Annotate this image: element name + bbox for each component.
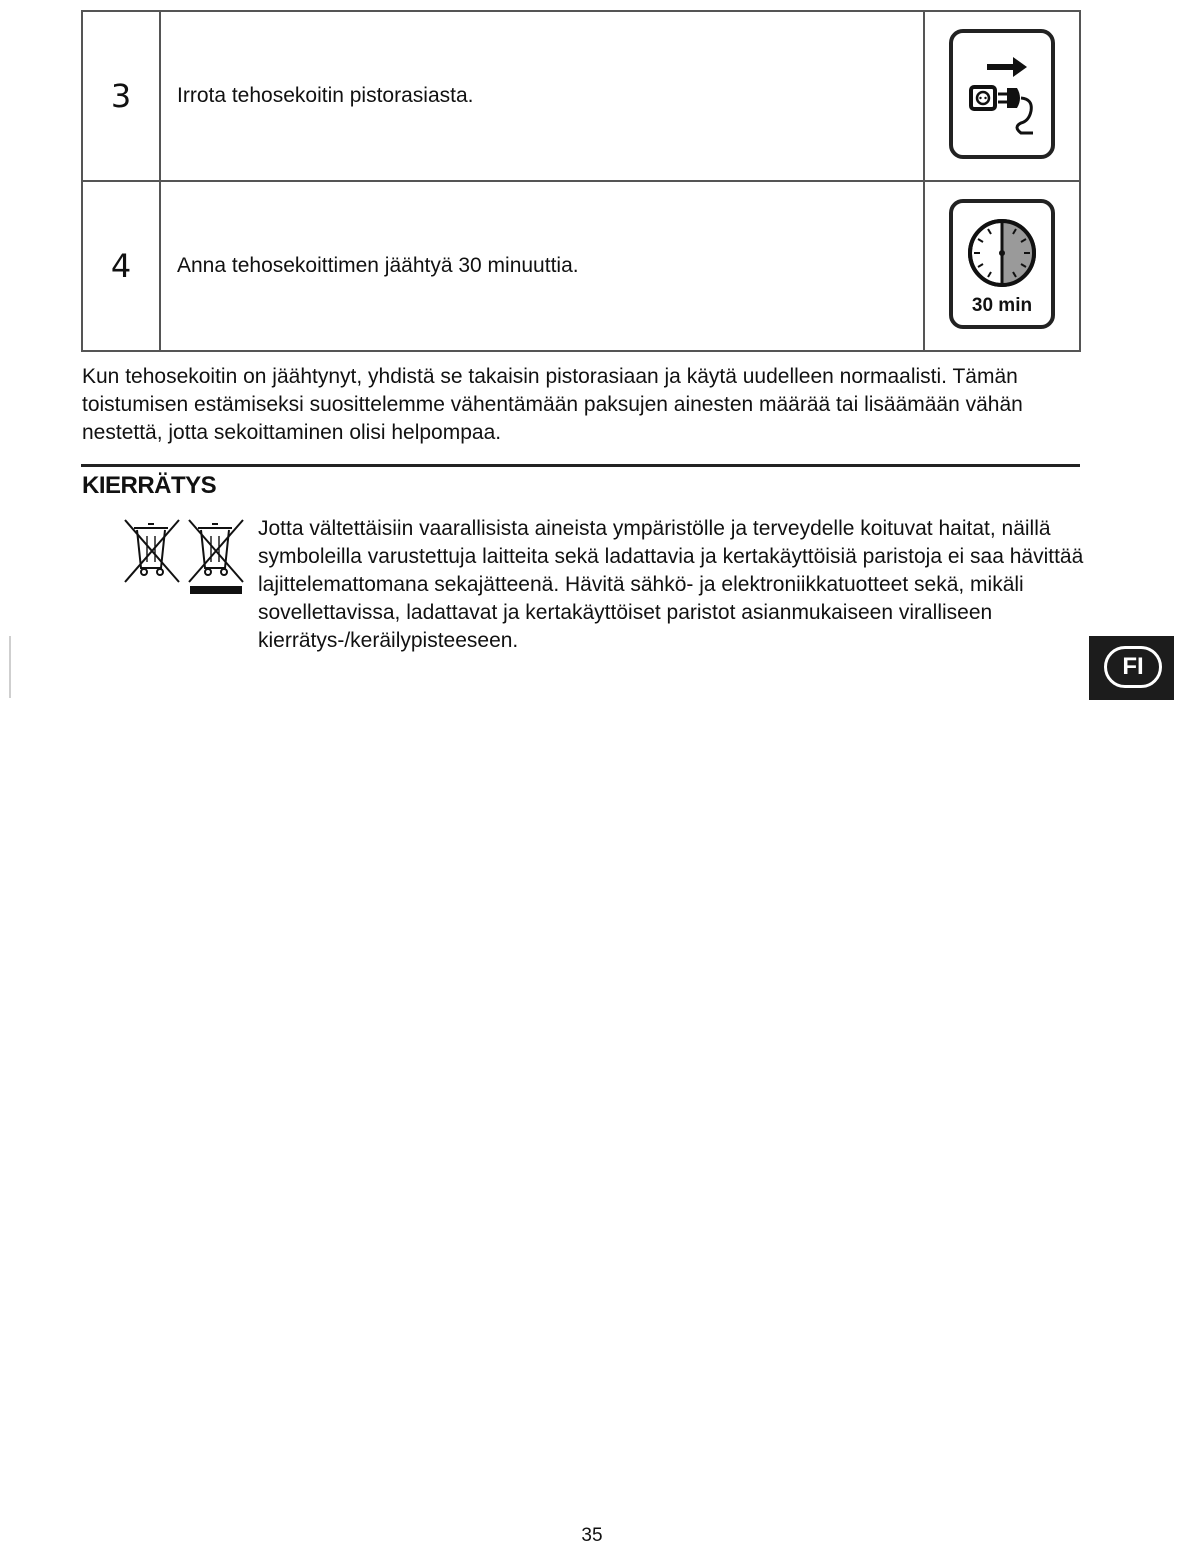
crossed-out-bin-bar-icon (189, 520, 243, 594)
language-tab (1089, 636, 1174, 700)
unplug-graphic (953, 33, 1051, 155)
page-number: 35 (581, 1525, 603, 1546)
timer-label: 30 min (971, 294, 1033, 316)
timer-icon (949, 199, 1055, 329)
recycling-text: Jotta vältettäisiin vaarallisista aineista ympäristölle ja terveydelle koituvat haitat, näillä symboleilla varustettuja laitteita sekä ladattavia ja kertakäyttöisiä paristoja ei saa hävittää lajittelemattomana sekajätteenä. Hävitä sähkö- ja elektroniikkatuotteet sekä, mikäli sovellettavissa, ladattavat ja kertakäyttöiset paristot asianmukaiseen viralliseen kierrätys-/keräilypisteeseen. (258, 517, 1084, 652)
step-number: 3 (82, 11, 160, 181)
section-divider (81, 464, 1080, 467)
margin-mark (9, 636, 11, 698)
step-text: Irrota tehosekoitin pistorasiasta. (160, 11, 924, 181)
crossed-out-bin-icon (125, 520, 179, 582)
step-row (82, 181, 1080, 351)
recycling-title: KIERRÄTYS (82, 472, 217, 499)
step-number: 4 (82, 181, 160, 351)
step-icon-cell (924, 181, 1080, 351)
unplug-icon (949, 29, 1055, 159)
step-row (82, 11, 1080, 181)
weee-symbols (122, 516, 248, 598)
step-icon-cell (924, 11, 1080, 181)
step-text: Anna tehosekoittimen jäähtyä 30 minuuttia. (160, 181, 924, 351)
cooldown-note: Kun tehosekoitin on jäähtynyt, yhdistä se takaisin pistorasiaan ja käytä uudelleen normaalisti. Tämän toistumisen estämiseksi suosittelemme vähentämään paksujen ainesten määrää tai lisäämään vähän nestettä, jotta sekoittaminen olisi helpompaa. (82, 365, 1023, 444)
steps-table (81, 10, 1081, 352)
language-code: FI (1104, 646, 1162, 688)
